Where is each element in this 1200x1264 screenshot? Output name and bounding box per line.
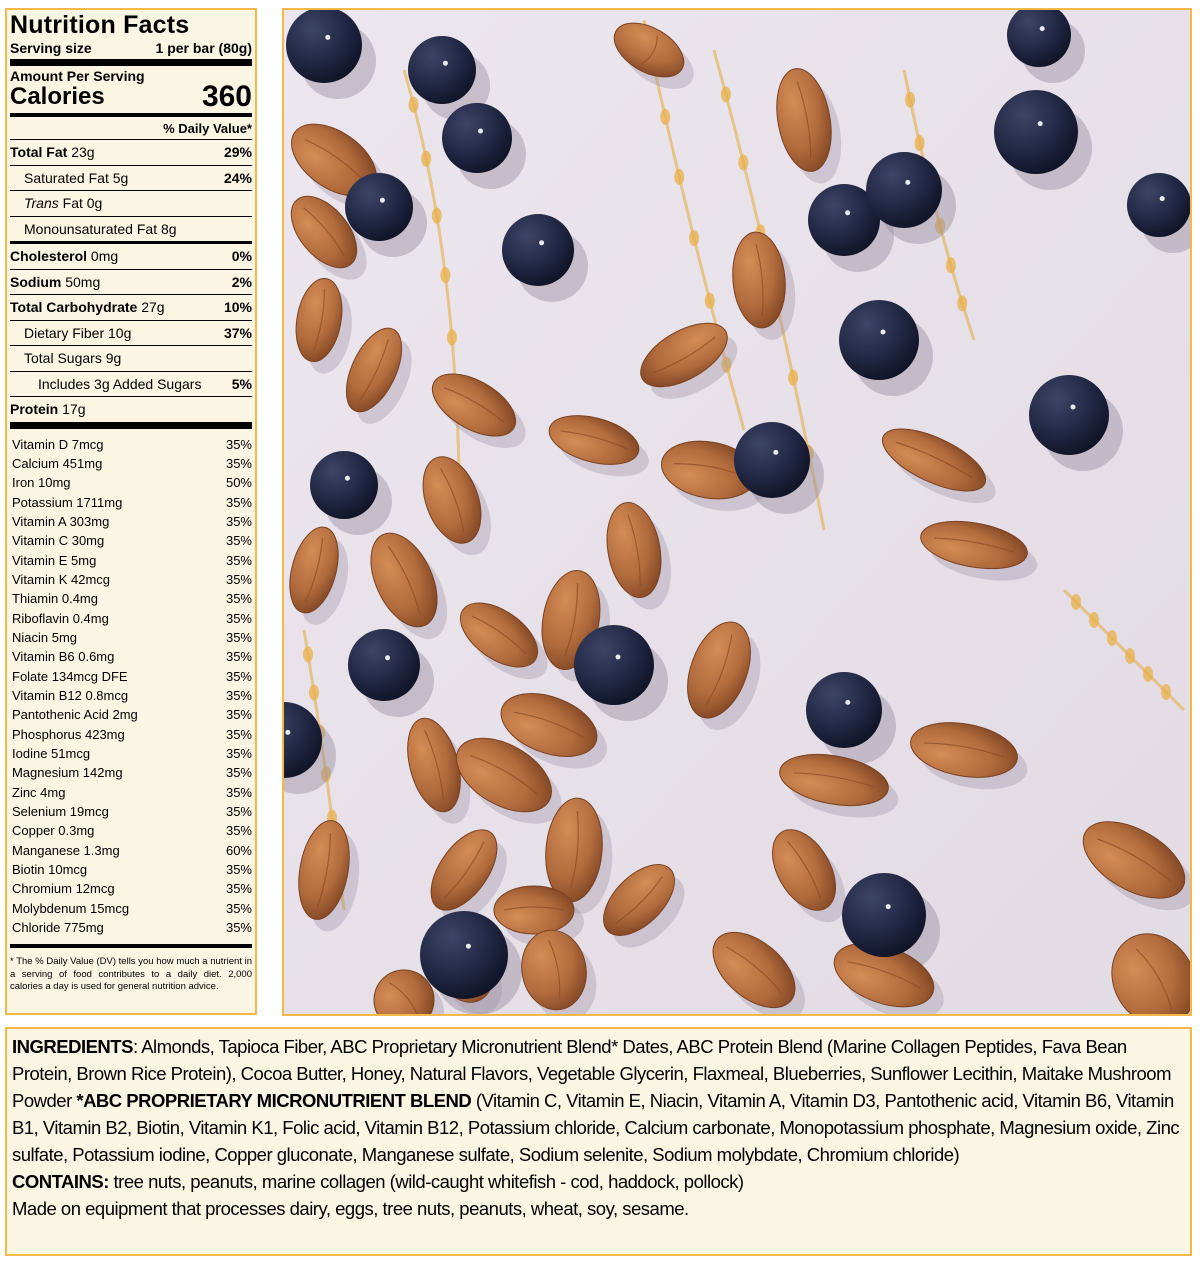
vitamin-name: Pantothenic Acid 2mg: [12, 707, 138, 723]
calories-row: [10, 80, 252, 113]
vitamin-pct: 35%: [225, 513, 252, 529]
vitamin-row: [10, 551, 252, 570]
blueberry-highlight: [845, 700, 850, 705]
vitamin-name: Thiamin 0.4mg: [12, 591, 98, 607]
saturated-fat-pct: 24%: [223, 169, 252, 186]
vitamin-pct: 35%: [225, 881, 252, 897]
proprietary-blend-text: (Vitamin C, Vitamin E, Niacin, Vitamin A, Vitamin D3, Pantothenic acid, Vitamin B6, Vitamin B1, Vitamin B2, Biotin, Vitamin K1, Folic acid, Vitamin B12, Potassium chloride, Calcium carbonate, Monopotassium phosphate, Magnesium oxide, Zinc sulfate, Potassium iodine, Copper gluconate, Manganese sulfate, Sodium selenite, Sodium molybdate, Chromium chloride): [12, 1090, 1180, 1165]
vitamin-name: Calcium 451mg: [12, 455, 103, 471]
vitamin-row: [10, 802, 252, 821]
vitamin-row: [10, 570, 252, 589]
blueberry-highlight: [478, 129, 483, 134]
dietary-fiber-row: [10, 320, 252, 346]
vitamin-name: Chromium 12mcg: [12, 881, 115, 897]
blueberry: [408, 36, 476, 104]
vitamin-row: [10, 589, 252, 608]
vitamin-row: [10, 647, 252, 666]
vitamin-row: [10, 473, 252, 492]
vitamin-row: [10, 725, 252, 744]
vitamin-pct: 35%: [225, 784, 252, 800]
vitamin-pct: 35%: [225, 610, 252, 626]
total-carbohydrate-amount: 27g: [141, 299, 165, 316]
trans-fat-row: [10, 190, 252, 216]
vitamin-name: Vitamin A 303mg: [12, 513, 110, 529]
photo-illustration: [284, 10, 1190, 1014]
total-fat-pct: 29%: [223, 144, 252, 161]
vitamin-pct: 35%: [225, 533, 252, 549]
protein-amount: 17g: [62, 401, 86, 418]
total-carbohydrate-pct: 10%: [223, 299, 252, 316]
honey-drop: [432, 208, 442, 224]
added-sugars-label: Includes 3g Added Sugars: [38, 375, 202, 392]
trans-fat-rest: Fat 0g: [62, 195, 103, 212]
vitamin-name: Iron 10mg: [12, 475, 71, 491]
honey-drop: [905, 92, 915, 108]
vitamin-pct: 35%: [225, 455, 252, 471]
added-sugars-pct: 5%: [231, 375, 252, 392]
vitamin-pct: 35%: [225, 668, 252, 684]
daily-value-footnote: * The % Daily Value (DV) tells you how much a nutrient in a serving of food contributes to a daily diet. 2,000 calories a day is used for general nutrition advice.: [10, 956, 252, 993]
blueberry-highlight: [345, 476, 350, 481]
vitamin-pct: 35%: [225, 726, 252, 742]
honey-drop: [705, 293, 715, 309]
dietary-fiber-label: Dietary Fiber 10g: [24, 324, 132, 341]
calories-value: 360: [201, 80, 252, 113]
vitamin-row: [10, 763, 252, 782]
vitamin-name: Copper 0.3mg: [12, 823, 95, 839]
blueberry: [502, 214, 574, 286]
dietary-fiber-pct: 37%: [223, 324, 252, 341]
honey-drop: [915, 135, 925, 151]
added-sugars-row: [10, 371, 252, 397]
honey-drop: [1125, 648, 1135, 664]
contains-text: tree nuts, peanuts, marine collagen (wild-caught whitefish - cod, haddock, pollock): [108, 1171, 744, 1192]
equipment-statement: Made on equipment that processes dairy, eggs, tree nuts, peanuts, wheat, soy, sesame.: [12, 1198, 689, 1219]
blueberry-highlight: [1040, 26, 1045, 31]
sodium-amount: 50mg: [65, 273, 101, 290]
honey-drop: [409, 97, 419, 113]
medium-divider: [10, 944, 252, 948]
total-sugars-label: Total Sugars 9g: [24, 350, 122, 367]
blueberry-highlight: [1038, 121, 1043, 126]
vitamin-name: Folate 134mcg DFE: [12, 668, 128, 684]
vitamin-row: [10, 918, 252, 937]
honey-drop: [674, 169, 684, 185]
ingredients-panel: [5, 1027, 1192, 1256]
vitamin-pct: 35%: [225, 649, 252, 665]
vitamin-row: [10, 435, 252, 454]
vitamin-pct: 35%: [225, 862, 252, 878]
blueberry: [574, 625, 654, 705]
vitamin-name: Chloride 775mg: [12, 920, 104, 936]
calories-label: Calories: [10, 83, 105, 110]
vitamin-pct: 35%: [225, 436, 252, 452]
vitamin-row: [10, 841, 252, 860]
total-fat-label: Total Fat: [10, 144, 68, 161]
daily-value-header: % Daily Value*: [163, 121, 252, 136]
sodium-pct: 2%: [231, 273, 252, 290]
ingredients-text: : Almonds, Tapioca Fiber, ABC Proprietary Micronutrient Blend* Dates, ABC Protein Blend (Marine Collagen Peptides, Fava Bean Protein, Brown Rice Protein), Cocoa Butter, Honey, Natural Flavors, Vegetable Glycerin, Flaxmeal, Blueberries, Sunflower Lecithin, Maitake Mushroom Powder: [12, 1036, 1172, 1111]
saturated-fat-label: Saturated Fat 5g: [24, 169, 129, 186]
vitamin-name: Manganese 1.3mg: [12, 842, 120, 858]
total-sugars-row: [10, 345, 252, 371]
vitamin-row: [10, 512, 252, 531]
honey-drop: [689, 230, 699, 246]
serving-size-value: 1 per bar (80g): [155, 40, 252, 56]
blueberry-highlight: [886, 904, 891, 909]
blueberry: [420, 911, 508, 999]
vitamin-name: Biotin 10mcg: [12, 862, 88, 878]
thick-divider: [10, 422, 252, 429]
ingredients-label: INGREDIENTS: [12, 1036, 133, 1057]
blueberry-highlight: [380, 198, 385, 203]
vitamin-name: Zinc 4mg: [12, 784, 66, 800]
vitamin-pct: 35%: [225, 629, 252, 645]
serving-size-row: [10, 39, 252, 57]
blueberry: [1127, 173, 1190, 237]
honey-drop: [421, 151, 431, 167]
blueberry-highlight: [845, 210, 850, 215]
vitamin-row: [10, 628, 252, 647]
honey-drop: [1107, 630, 1117, 646]
blueberry-highlight: [881, 330, 886, 335]
vitamin-row: [10, 686, 252, 705]
blueberry: [734, 422, 810, 498]
vitamin-row: [10, 744, 252, 763]
vitamin-row: [10, 860, 252, 879]
amount-per-serving: Amount Per Serving: [10, 68, 145, 84]
trans-fat-word: Trans: [24, 195, 59, 212]
serving-size-label: Serving size: [10, 40, 92, 56]
vitamin-name: Riboflavin 0.4mg: [12, 610, 109, 626]
vitamin-row: [10, 667, 252, 686]
honey-drop: [1161, 684, 1171, 700]
vitamin-name: Molybdenum 15mcg: [12, 900, 130, 916]
vitamin-row: [10, 705, 252, 724]
blueberry-highlight: [285, 730, 290, 735]
vitamin-pct: 50%: [225, 475, 252, 491]
vitamin-name: Iodine 51mcg: [12, 746, 91, 761]
contains-paragraph: [12, 1168, 1185, 1195]
vitamin-mineral-list: [10, 435, 252, 938]
vitamin-pct: 35%: [225, 920, 252, 936]
protein-row: [10, 396, 252, 422]
vitamin-name: Vitamin B6 0.6mg: [12, 649, 115, 665]
monounsaturated-fat-row: [10, 216, 252, 242]
medium-divider: [10, 113, 252, 117]
honey-drop: [440, 267, 450, 283]
vitamin-pct: 60%: [225, 842, 252, 858]
honey-drop: [447, 329, 457, 345]
blueberry: [348, 629, 420, 701]
honey-drop: [957, 295, 967, 311]
honey-drop: [1089, 612, 1099, 628]
honey-drop: [946, 257, 956, 273]
sodium-row: [10, 269, 252, 295]
vitamin-name: Vitamin C 30mg: [12, 533, 105, 549]
vitamin-pct: 35%: [225, 571, 252, 587]
blueberry-highlight: [539, 240, 544, 245]
vitamin-pct: 35%: [225, 707, 252, 723]
blueberry: [1029, 375, 1109, 455]
ingredients-paragraph: [12, 1033, 1185, 1168]
blueberry-highlight: [443, 61, 448, 66]
honey-drop: [303, 646, 313, 662]
cholesterol-pct: 0%: [231, 248, 252, 265]
blueberry-highlight: [1071, 405, 1076, 410]
blueberry-highlight: [905, 180, 910, 185]
vitamin-pct: 35%: [225, 765, 252, 781]
blueberry: [442, 103, 512, 173]
vitamin-pct: 35%: [225, 687, 252, 703]
nutrition-facts-panel: [5, 8, 257, 1015]
vitamin-row: [10, 783, 252, 802]
vitamin-row: [10, 879, 252, 898]
vitamin-name: Vitamin K 42mcg: [12, 571, 111, 587]
honey-drop: [660, 109, 670, 125]
vitamin-name: Vitamin D 7mcg: [12, 436, 104, 452]
blueberry-highlight: [325, 35, 330, 40]
blueberry: [286, 10, 362, 83]
nutrition-facts-title: Nutrition Facts: [10, 11, 190, 39]
honey-drop: [788, 370, 798, 386]
honey-drop: [738, 155, 748, 171]
almonds-blueberries-photo: [282, 8, 1192, 1016]
total-fat-row: [10, 139, 252, 165]
saturated-fat-row: [10, 165, 252, 191]
vitamin-pct: 35%: [225, 591, 252, 607]
total-carbohydrate-label: Total Carbohydrate: [10, 299, 138, 316]
vitamin-name: Selenium 19mcg: [12, 804, 109, 820]
total-fat-amount: 23g: [71, 144, 95, 161]
honey-drop: [1071, 594, 1081, 610]
vitamin-row: [10, 899, 252, 918]
vitamin-name: Magnesium 142mg: [12, 765, 123, 781]
blueberry-highlight: [616, 655, 621, 660]
vitamin-pct: 35%: [225, 552, 252, 568]
vitamin-row: [10, 454, 252, 473]
blueberry: [310, 451, 378, 519]
blueberry-highlight: [385, 655, 390, 660]
vitamin-row: [10, 609, 252, 628]
cholesterol-row: [10, 241, 252, 269]
vitamin-row: [10, 531, 252, 550]
blueberry: [806, 672, 882, 748]
honey-drop: [1143, 666, 1153, 682]
honey-drop: [721, 86, 731, 102]
vitamin-name: Vitamin E 5mg: [12, 552, 97, 568]
protein-label: Protein: [10, 401, 59, 418]
vitamin-name: Phosphorus 423mg: [12, 726, 125, 742]
monounsaturated-fat-label: Monounsaturated Fat 8g: [24, 220, 177, 237]
vitamin-pct: 35%: [225, 494, 252, 510]
thick-divider: [10, 59, 252, 66]
blueberry-highlight: [466, 944, 471, 949]
total-carbohydrate-row: [10, 294, 252, 320]
vitamin-name: Niacin 5mg: [12, 629, 78, 645]
honey-drop: [309, 685, 319, 701]
vitamin-pct: 35%: [225, 823, 252, 839]
vitamin-name: Potassium 1711mg: [12, 494, 123, 510]
vitamin-row: [10, 493, 252, 512]
vitamin-pct: 35%: [225, 746, 252, 761]
sodium-label: Sodium: [10, 273, 62, 290]
blueberry-highlight: [1160, 196, 1165, 201]
cholesterol-amount: 0mg: [90, 248, 119, 265]
blueberry: [842, 873, 926, 957]
vitamin-pct: 35%: [225, 900, 252, 916]
cholesterol-label: Cholesterol: [10, 248, 88, 265]
blueberry-highlight: [773, 450, 778, 455]
blueberry: [866, 152, 942, 228]
blueberry: [839, 300, 919, 380]
vitamin-name: Vitamin B12 0.8mcg: [12, 687, 129, 703]
vitamin-row: [10, 821, 252, 840]
vitamin-pct: 35%: [225, 804, 252, 820]
proprietary-blend-label: *ABC PROPRIETARY MICRONUTRIENT BLEND: [76, 1090, 472, 1111]
contains-label: CONTAINS:: [12, 1171, 109, 1192]
blueberry: [994, 90, 1078, 174]
blueberry: [345, 173, 413, 241]
